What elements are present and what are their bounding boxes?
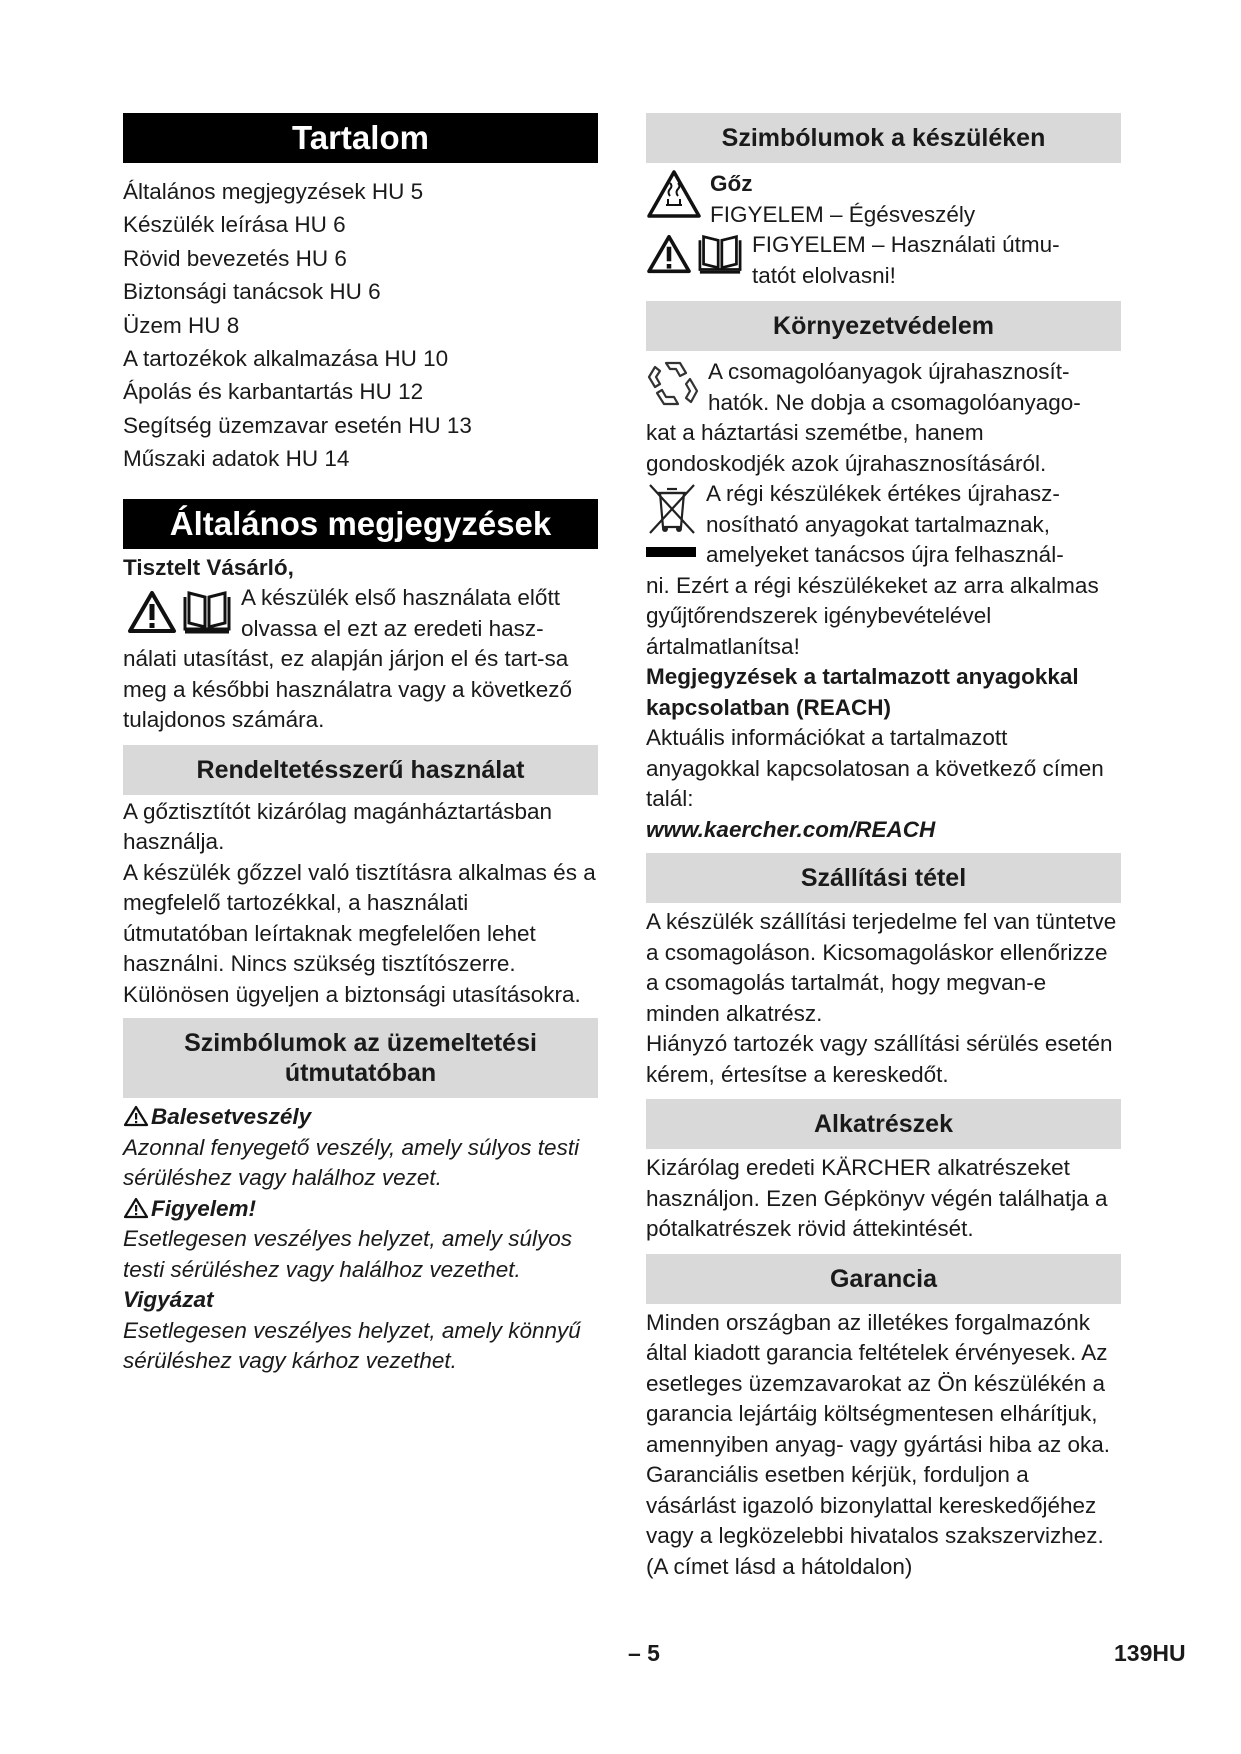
weee-line-2: nosítható anyagokat tartalmaznak, — [706, 511, 1050, 537]
toc-item: Műszaki adatok HU 14 — [123, 446, 350, 472]
warning-text: Esetlegesen veszélyes helyzet, amely súlyos testi sérüléshez vagy halálhoz vezethet. — [123, 1226, 572, 1282]
warning-triangle-small-icon — [123, 1197, 149, 1219]
toc-item: Biztonsági tanácsok HU 6 — [123, 279, 381, 305]
danger-label-text: Balesetveszély — [151, 1104, 312, 1130]
delivery-title: Szállítási tétel — [646, 853, 1121, 903]
warning-label — [123, 1194, 598, 1225]
intended-use-p2: A készülék gőzzel való tisztításra alkalmas és a megfelelő tartozékkal, a használati útmutatóban leírtaknak megfelelően lehet használni. Nincs szükség tisztítószerre. Különösen ügyeljen a biztonsági utasításokra. — [123, 859, 596, 1007]
left-column — [123, 113, 598, 1377]
parts-p1: Kizárólag eredeti KÄRCHER alkatrészeket használjon. Ezen Gépkönyv végén találhatja a pótalkatrészek rövid áttekintését. — [646, 1155, 1108, 1241]
device-symbols-title: Szimbólumok a készüléken — [646, 113, 1121, 163]
warranty-p1: Minden országban az illetékes forgalmazónk által kiadott garancia feltételek érvényesek. Az esetleges üzemzavarokat az Ön készülékén a garancia lejártáig költségmentesen elhárítjuk, amennyiben anyag- vagy gyártási hiba az oka. Garanciális esetben kérjük, forduljon a vásárlást igazoló bizonylattal kereskedőjéhez vagy a legközelebbi hivatalos szakszervizhez. — [646, 1309, 1111, 1548]
caution-text: Esetlegesen veszélyes helyzet, amely könnyű sérüléshez vagy kárhoz vezethet. — [123, 1317, 581, 1374]
toc-item: A tartozékok alkalmazása HU 10 — [123, 346, 449, 372]
manual-symbol-row — [646, 230, 1121, 291]
toc-item: Rövid bevezetés HU 6 — [123, 245, 347, 271]
recycle-icon — [646, 357, 700, 411]
manual-symbols-title: Szimbólumok az üzemeltetési útmutatóban — [123, 1018, 598, 1098]
danger-text: Azonnal fenyegető veszély, amely súlyos testi sérüléshez vagy halálhoz vezet. — [123, 1134, 580, 1191]
toc-list — [123, 175, 598, 476]
intro-line-2: olvassa el ezt az eredeti hasz- — [241, 615, 544, 641]
steam-label: Gőz — [710, 171, 753, 196]
toc-title: Tartalom — [123, 113, 598, 163]
manual-text-line-1: FIGYELEM – Használati útmu- — [752, 232, 1060, 257]
toc-item: Készülék leírása HU 6 — [123, 212, 346, 238]
steam-text: FIGYELEM – Égésveszély — [710, 201, 976, 227]
general-title: Általános megjegyzések — [123, 499, 598, 549]
steam-burn-icon — [646, 169, 702, 219]
warranty-title: Garancia — [646, 1254, 1121, 1304]
weee-line-3: amelyeket tanácsos újra felhasznál- — [706, 542, 1064, 567]
toc-item: Ápolás és karbantartás HU 12 — [123, 379, 424, 405]
manual-text-line-2: tatót elolvasni! — [752, 262, 896, 288]
greeting: Tisztelt Vásárló, — [123, 554, 294, 580]
weee-row — [646, 479, 1121, 571]
recycle-rest: kat a háztartási szemétbe, hanem gondoskodjék azok újrahasznosításáról. — [646, 420, 1047, 476]
intro-rest: nálati utasítást, ez alapján járjon el és tart-sa meg a későbbi használatra vagy a következő tulajdonos számára. — [123, 646, 573, 733]
right-column — [646, 113, 1121, 1582]
toc-item: Segítség üzemzavar esetén HU 13 — [123, 412, 472, 438]
delivery-p1: A készülék szállítási terjedelme fel van tüntetve a csomagoláson. Kicsomagoláskor ellenőrizze a csomagolás tartalmát, hogy megvan-e minden alkatrész. — [646, 909, 1117, 1026]
page-code: 139HU — [1114, 1640, 1186, 1666]
weee-bar-icon — [646, 547, 696, 557]
weee-line-1: A régi készülékek értékes újrahasz- — [706, 481, 1060, 506]
recycle-line-2: hatók. Ne dobja a csomagolóanyago- — [708, 389, 1081, 415]
recycle-row — [646, 357, 1121, 418]
warning-triangle-icon — [127, 590, 177, 634]
general-intro — [123, 583, 598, 644]
manual-book-icon — [696, 233, 744, 275]
page-number: – 5 — [628, 1640, 660, 1666]
reach-heading: Megjegyzések a tartalmazott anyagokkal kapcsolatban (REACH) — [646, 664, 1079, 720]
toc-item: Üzem HU 8 — [123, 312, 240, 338]
manual-book-icon — [181, 589, 233, 635]
intended-use-p1: A gőztisztítót kizárólag magánháztartásban használja. — [123, 798, 552, 855]
warning-label-text: Figyelem! — [151, 1195, 257, 1221]
warning-triangle-icon — [646, 234, 692, 274]
delivery-p2: Hiányzó tartozék vagy szállítási sérülés esetén kérem, értesítse a kereskedőt. — [646, 1031, 1113, 1087]
warranty-p2: (A címet lásd a hátoldalon) — [646, 1553, 913, 1579]
toc-item: Általános megjegyzések HU 5 — [123, 179, 424, 204]
reach-url[interactable]: www.kaercher.com/REACH — [646, 816, 936, 842]
parts-title: Alkatrészek — [646, 1099, 1121, 1149]
warning-triangle-small-icon — [123, 1105, 149, 1127]
intro-line-1: A készülék első használata előtt — [241, 585, 560, 611]
environment-title: Környezetvédelem — [646, 301, 1121, 351]
caution-label: Vigyázat — [123, 1287, 214, 1313]
recycle-line-1: A csomagolóanyagok újrahasznosít- — [708, 359, 1070, 384]
intended-use-title: Rendeltetésszerű használat — [123, 745, 598, 795]
danger-label — [123, 1102, 598, 1133]
steam-symbol-row — [646, 169, 1121, 230]
crossed-bin-icon — [646, 481, 698, 535]
weee-rest: ni. Ezért a régi készülékeket az arra alkalmas gyűjtőrendszerek igénybevételével ártalmatlanítsa! — [646, 572, 1099, 659]
reach-text: Aktuális információkat a tartalmazott anyagokkal kapcsolatosan a következő címen talál: — [646, 725, 1104, 811]
